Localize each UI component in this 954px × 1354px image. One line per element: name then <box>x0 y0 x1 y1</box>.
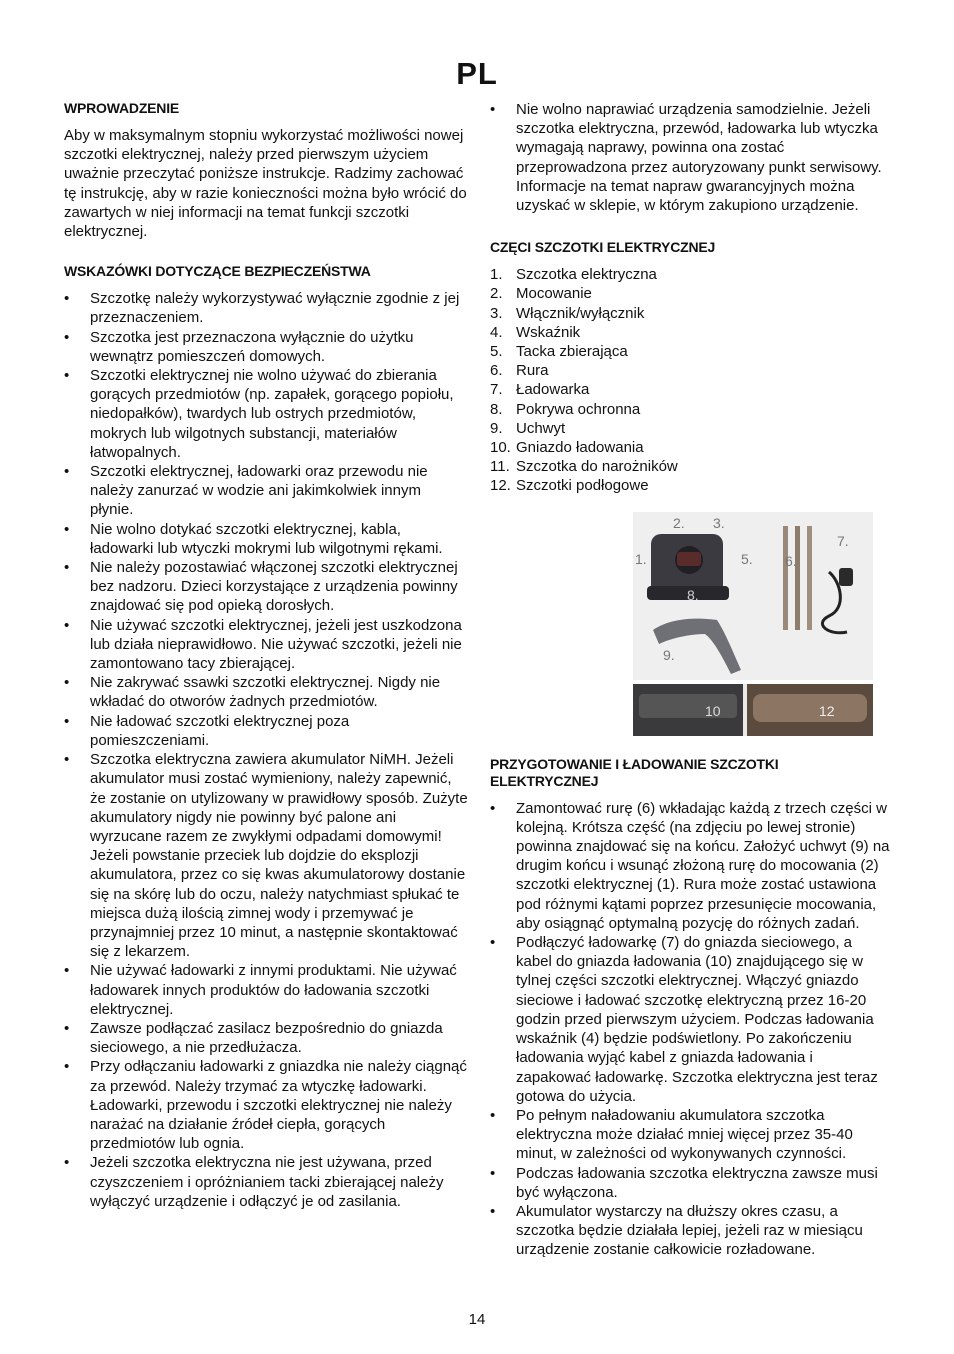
list-item: • Zawsze podłączać zasilacz bezpośrednio do gniazda sieciowego, a nie przedłużacza. <box>64 1019 468 1057</box>
preparation-heading: PRZYGOTOWANIE I ŁADOWANIE SZCZOTKI ELEKTRYCZNEJ <box>490 755 779 789</box>
list-item: • Szczotkę należy wykorzystywać wyłącznie zgodnie z jej przeznaczeniem. <box>64 289 468 327</box>
list-item: • Szczotki elektrycznej nie wolno używać do zbierania gorących przedmiotów (np. zapałek, gorącego popiołu, niedopałków), twardych lub ostrych przedmiotów, mokrych lub wilgotnych substancji, materiałów łatwopalnych. <box>64 366 468 462</box>
list-item: 1. Szczotka elektryczna <box>490 266 657 284</box>
photo-label: 2. <box>673 514 685 531</box>
list-item: • Przy odłączaniu ładowarki z gniazdka nie należy ciągnąć za przewód. Należy trzymać za wtyczkę ładowarki. Ładowarki, przewodu i szczotki elektrycznej nie należy narażać na działanie źródeł ciepła, gorących przedmiotów lub ognia. <box>64 1057 468 1153</box>
list-item: 8. Pokrywa ochronna <box>490 400 641 418</box>
photo-label: 9. <box>663 646 675 663</box>
photo-label: 1. <box>635 550 647 567</box>
preparation-list <box>490 799 890 1260</box>
list-item: 3. Włącznik/wyłącznik <box>490 304 645 322</box>
photo-label: 3. <box>713 514 725 531</box>
photo-label: 7. <box>837 532 849 549</box>
list-item: 9. Uchwyt <box>490 419 566 437</box>
list-item: • Nie należy pozostawiać włączonej szczotki elektrycznej bez nadzoru. Dzieci korzystające z urządzenia powinny znajdować się pod opieką dorosłych. <box>64 558 468 616</box>
list-item: 4. Wskaźnik <box>490 323 581 341</box>
left-column <box>64 100 468 1211</box>
list-item: • Nie wolno naprawiać urządzenia samodzielnie. Jeżeli szczotka elektryczna, przewód, ładowarka lub wtyczka wymagają naprawy, powinna ona zostać przeprowadzona przez autoryzowany punkt serwisowy. Informacje na temat napraw gwarancyjnych można uzyskać w sklepie, w którym zakupiono urządzenie. <box>490 100 890 215</box>
list-item: • Nie wolno dotykać szczotki elektrycznej, kabla, ładowarki lub wtyczki mokrymi lub wilgotnymi rękami. <box>64 520 468 558</box>
list-item: • Nie używać ładowarki z innymi produktami. Nie używać ładowarek innych produktów do ładowania szczotki elektrycznej. <box>64 961 468 1019</box>
parts-heading: CZĘCI SZCZOTKI ELEKTRYCZNEJ <box>490 239 716 256</box>
right-column <box>490 100 890 1260</box>
photo-label: 6. <box>785 552 797 569</box>
list-item: 11. Szczotka do narożników <box>490 458 678 476</box>
parts-list <box>490 265 890 495</box>
list-item: 12. Szczotki podłogowe <box>490 477 649 495</box>
list-item: • Zamontować rurę (6) wkładając każdą z trzech części w kolejną. Krótsza część (na zdjęciu po lewej stronie) powinna znajdować się na końcu. Założyć uchwyt (9) na drugim końcu i wsunąć złożoną rurę do mocowania (2) szczotki elektrycznej (1). Rura może zostać ustawiona pod różnymi kątami poprzez przesunięcie mocowania, aby osiągnąć optymalną pozycję do różnych zadań. <box>490 799 890 933</box>
list-item: 10. Gniazdo ładowania <box>490 439 644 457</box>
list-item: 5. Tacka zbierająca <box>490 343 628 361</box>
list-item: • Akumulator wystarczy na dłuższy okres czasu, a szczotka będzie działała lepiej, jeżeli raz w miesiącu urządzenie zostanie całkowicie rozładowane. <box>490 1202 890 1260</box>
photo-label: 8. <box>687 586 699 603</box>
page-number: 14 <box>468 1311 486 1328</box>
photo-label: 10 <box>705 702 721 719</box>
list-item: • Szczotki elektrycznej, ładowarki oraz przewodu nie należy zanurzać w wodzie ani jakimkolwiek innym płynie. <box>64 462 468 520</box>
list-item: • Jeżeli szczotka elektryczna nie jest używana, przed czyszczeniem i opróżnianiem tacki zbierającej należy wyłączyć urządzenie i odłączyć je od zasilania. <box>64 1153 468 1211</box>
photo-label: 5. <box>741 550 753 567</box>
list-item: • Szczotka jest przeznaczona wyłącznie do użytku wewnątrz pomieszczeń domowych. <box>64 328 468 366</box>
list-item: • Podczas ładowania szczotka elektryczna zawsze musi być wyłączona. <box>490 1164 890 1202</box>
list-item: 7. Ładowarka <box>490 381 590 399</box>
safety-heading: WSKAZÓWKI DOTYCZĄCE BEZPIECZEŃSTWA <box>64 263 371 280</box>
list-item: • Nie używać szczotki elektrycznej, jeżeli jest uszkodzona lub działa nieprawidłowo. Nie używać szczotki, jeżeli nie zamontowano tacy zbierającej. <box>64 616 468 674</box>
intro-heading: WPROWADZENIE <box>64 100 180 116</box>
list-item: • Nie zakrywać ssawki szczotki elektrycznej. Nigdy nie wkładać do otworów żadnych przedmiotów. <box>64 673 468 711</box>
list-item: • Nie ładować szczotki elektrycznej poza pomieszczeniami. <box>64 712 468 750</box>
list-item: • Podłączyć ładowarkę (7) do gniazda sieciowego, a kabel do gniazda ładowania (10) znajdującego się w tylnej części szczotki elektrycznej. Włączyć gniazdo sieciowe i ładować szczotkę elektryczną przez 16-20 godzin przed pierwszym użyciem. Podczas ładowania wskaźnik (4) będzie podświetlony. Po zakończeniu ładowania wyjąć kabel z gniazda ładowania i zapakować ładowarkę. Szczotka elektryczna jest teraz gotowa do użycia. <box>490 933 890 1106</box>
intro-text: Aby w maksymalnym stopniu wykorzystać możliwości nowej szczotki elektrycznej, należy przed pierwszym użyciem uważnie przeczytać poniższe instrukcje. Radzimy zachować tę instrukcję, aby w razie konieczności można było wrócić do zawartych w niej informacji na temat funkcji szczotki elektrycznej. <box>64 127 467 241</box>
list-item: • Szczotka elektryczna zawiera akumulator NiMH. Jeżeli akumulator musi zostać wymieniony, należy zapewnić, że zostanie on utylizowany w prawidłowy sposób. Zużyte akumulatory nigdy nie powinny być palone ani wyrzucane razem ze zwykłymi odpadami domowymi! Jeżeli powstanie przeciek lub dojdzie do eksplozji akumulatora, przez co się kwas akumulatorowy dostanie się na skórę lub do oczu, należy natychmiast spłukać te miejsca dużą ilością zimnej wody i przemywać je przynajmniej przez 10 minut, a następnie skontaktować się z lekarzem. <box>64 750 468 961</box>
language-header: PL <box>456 56 498 91</box>
parts-photo <box>633 512 873 736</box>
photo-label: 12 <box>819 702 835 719</box>
safety-list-continued <box>490 100 890 215</box>
list-item: 2. Mocowanie <box>490 285 592 303</box>
safety-list <box>64 289 468 1211</box>
list-item: • Po pełnym naładowaniu akumulatora szczotka elektryczna może działać mniej więcej przez 35-40 minut, w zależności od wykonywanych czynności. <box>490 1106 890 1164</box>
list-item: 6. Rura <box>490 362 549 380</box>
